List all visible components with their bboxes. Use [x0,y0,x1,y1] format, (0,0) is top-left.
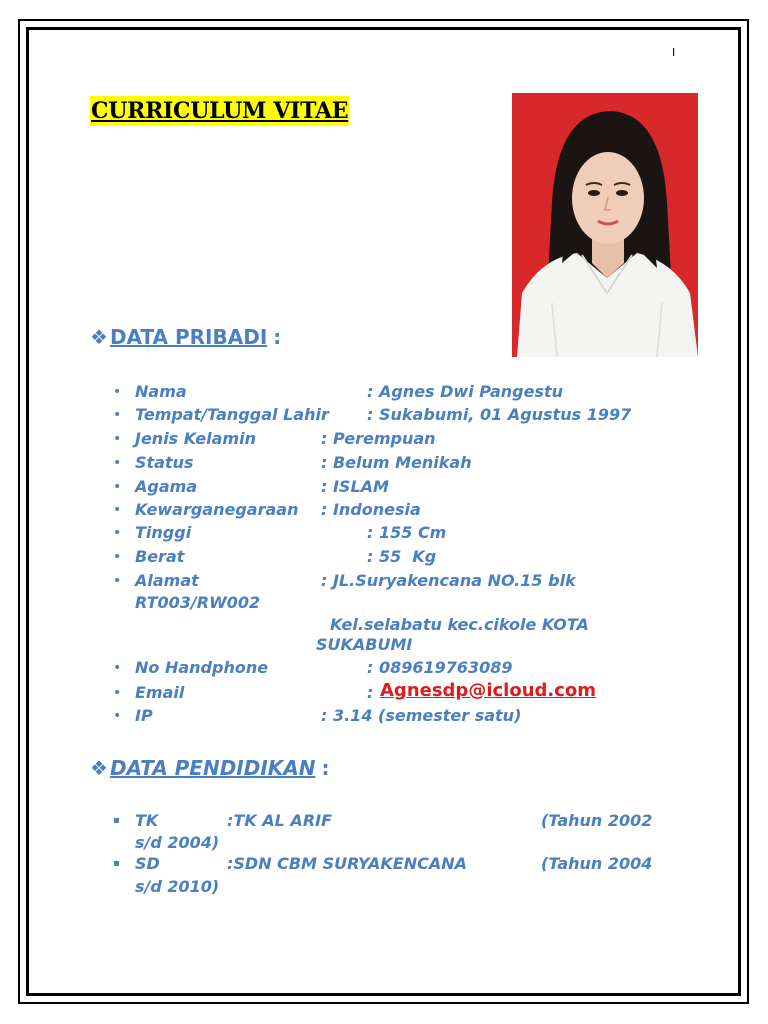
bullet-icon: • [113,384,122,400]
field-label: No Handphone [135,658,269,677]
bullet-icon: • [113,573,122,589]
bullet-icon: • [113,525,122,541]
field-value: : Agnes Dwi Pangestu [367,382,564,401]
field-label: Tempat/Tanggal Lahir [135,405,329,424]
list-item-status [135,452,472,474]
field-label: Tinggi [135,523,192,542]
list-item-jenis-kelamin [135,428,436,450]
square-bullet-icon: ▪ [113,815,120,826]
field-value: : Perempuan [321,429,436,448]
section-heading-data-pribadi [90,325,281,349]
bullet-icon: • [113,455,122,471]
field-value: : ISLAM [321,477,389,496]
square-bullet-icon: ▪ [113,858,120,869]
list-item-no-handphone [135,657,513,679]
section-heading-text: DATA PENDIDIKAN [109,756,316,780]
education-year: (Tahun 2002 [541,811,653,830]
field-value: : Belum Menikah [321,453,472,472]
bullet-icon: • [113,549,122,565]
education-row-sd [135,853,653,875]
alamat-continuation-line-2: Kel.selabatu kec.cikole KOTA [330,615,589,634]
bullet-icon: • [113,660,122,676]
list-item-tempat-tanggal-lahir [135,404,632,426]
list-item-tinggi [135,522,447,544]
portrait-illustration [512,93,698,357]
list-item-berat [135,546,437,568]
education-level: SD [135,854,160,873]
document-title: CURRICULUM VITAE [91,98,349,124]
list-item-kewarganegaraan [135,499,421,521]
list-item-email [135,680,597,704]
field-label: Berat [135,547,185,566]
alamat-continuation-line-1: RT003/RW002 [135,593,261,612]
field-label: Status [135,453,194,472]
field-label: Agama [135,477,198,496]
field-value: : JL.Suryakencana NO.15 blk [321,571,576,590]
bullet-icon: • [113,685,122,701]
field-label: IP [135,706,153,725]
field-label: Nama [135,382,187,401]
list-item-alamat [135,570,576,592]
bullet-icon: • [113,502,122,518]
list-item-agama [135,476,389,498]
field-value-colon: : [367,683,374,702]
field-value: : 089619763089 [367,658,513,677]
section-heading-colon: : [273,325,282,349]
field-value: : Sukabumi, 01 Agustus 1997 [367,405,632,424]
field-label: Kewarganegaraan [135,500,299,519]
field-value: : 155 Cm [367,523,447,542]
email-link[interactable]: Agnesdp@icloud.com [380,680,597,701]
education-year-continuation: s/d 2010) [135,877,220,896]
education-school: :SDN CBM SURYAKENCANA [227,854,468,873]
diamond-bullet-icon: ❖ [90,325,108,349]
education-level: TK [135,811,159,830]
field-value: : 3.14 (semester satu) [321,706,522,725]
field-value: : Indonesia [321,500,421,519]
bullet-icon: • [113,431,122,447]
bullet-icon: • [113,708,122,724]
field-value: : 55 Kg [367,547,437,566]
education-year: (Tahun 2004 [541,854,653,873]
alamat-continuation-line-3: SUKABUMI [316,635,413,654]
page-number: I [672,46,676,59]
field-label: Jenis Kelamin [135,429,256,448]
list-item-ip [135,705,522,727]
field-label: Email [135,683,185,702]
field-label: Alamat [135,571,199,590]
profile-photo [512,93,698,357]
section-heading-colon: : [321,756,330,780]
bullet-icon: • [113,407,122,423]
list-item-nama [135,381,564,403]
section-heading-text: DATA PRIBADI [109,325,268,349]
diamond-bullet-icon: ❖ [90,756,108,780]
education-row-tk [135,810,653,832]
education-school: :TK AL ARIF [227,811,333,830]
bullet-icon: • [113,479,122,495]
section-heading-data-pendidikan [90,756,330,780]
education-year-continuation: s/d 2004) [135,833,220,852]
